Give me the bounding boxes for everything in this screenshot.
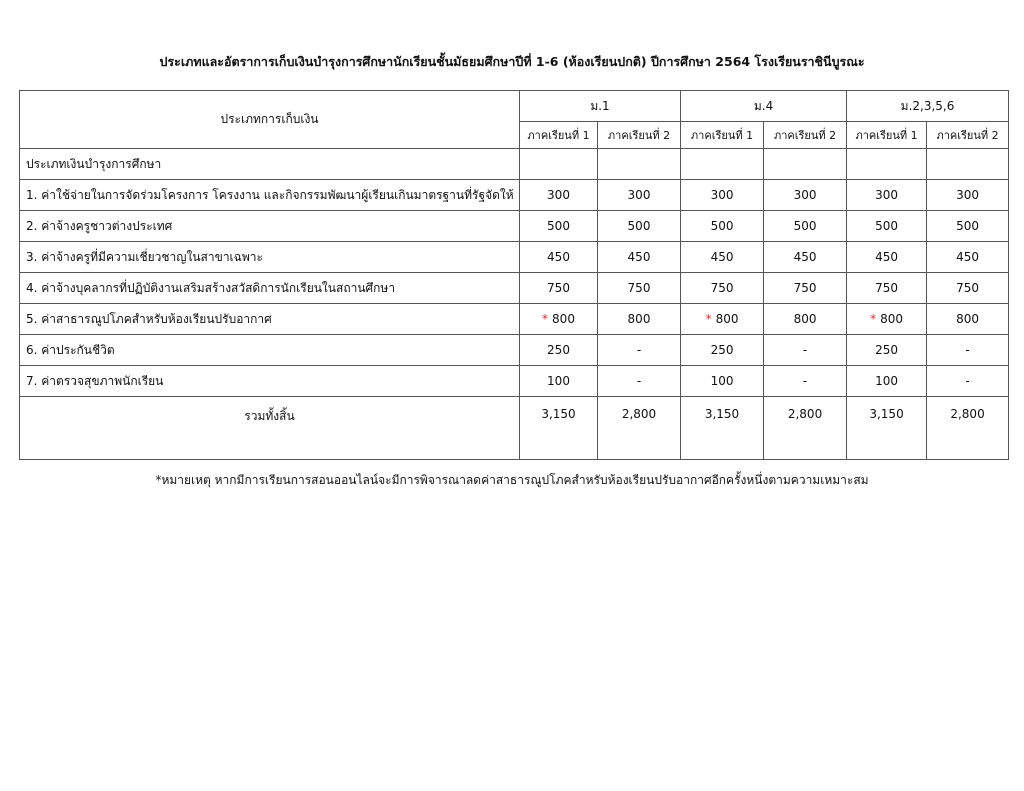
fee-value: 450 (927, 242, 1009, 273)
total-value: 3,150 (681, 397, 764, 460)
fee-value: 500 (847, 211, 927, 242)
asterisk-marker: * (542, 312, 549, 326)
table-row (20, 242, 1009, 273)
table-row (20, 304, 1009, 335)
section-row (20, 149, 1009, 180)
total-label: รวมทั้งสิ้น (20, 397, 520, 460)
fee-value: 300 (764, 180, 847, 211)
fee-value: 100 (681, 366, 764, 397)
fee-value: - (927, 366, 1009, 397)
fee-value: - (764, 335, 847, 366)
fee-value: 750 (598, 273, 681, 304)
total-value: 2,800 (927, 397, 1009, 460)
row-label: 6. ค่าประกันชีวิต (20, 335, 520, 366)
fee-value: 300 (598, 180, 681, 211)
header-row (20, 91, 1009, 122)
fee-value: 100 (847, 366, 927, 397)
row-label: 4. ค่าจ้างบุคลากรที่ปฏิบัติงานเสริมสร้างสวัสดิการนักเรียนในสถานศึกษา (20, 273, 520, 304)
fee-value: 300 (520, 180, 598, 211)
row-label: 3. ค่าจ้างครูที่มีความเชี่ยวชาญในสาขาเฉพาะ (20, 242, 520, 273)
fee-value: - (764, 366, 847, 397)
fee-value: 250 (681, 335, 764, 366)
fee-value: 100 (520, 366, 598, 397)
fee-value: 450 (598, 242, 681, 273)
table-row (20, 335, 1009, 366)
fee-value: 450 (764, 242, 847, 273)
fee-value: - (927, 335, 1009, 366)
table-row (20, 211, 1009, 242)
fee-amount: 800 (552, 312, 575, 326)
fee-value: 800 (764, 304, 847, 335)
fee-value: 450 (520, 242, 598, 273)
term-header: ภาคเรียนที่ 1 (847, 122, 927, 149)
table-row (20, 180, 1009, 211)
fee-value: 500 (764, 211, 847, 242)
fee-value: 500 (681, 211, 764, 242)
fee-value: 300 (927, 180, 1009, 211)
fee-value: - (598, 366, 681, 397)
row-label: 2. ค่าจ้างครูชาวต่างประเทศ (20, 211, 520, 242)
fee-value: 500 (927, 211, 1009, 242)
fee-value: 450 (847, 242, 927, 273)
fee-value: 250 (847, 335, 927, 366)
total-value: 2,800 (598, 397, 681, 460)
group-header-m1: ม.1 (520, 91, 681, 122)
asterisk-marker: * (870, 312, 877, 326)
fee-type-header: ประเภทการเก็บเงิน (20, 91, 520, 149)
fee-value: 750 (764, 273, 847, 304)
section-title: ประเภทเงินบำรุงการศึกษา (20, 149, 520, 180)
fee-value: 750 (927, 273, 1009, 304)
fee-value: 450 (681, 242, 764, 273)
term-header: ภาคเรียนที่ 2 (764, 122, 847, 149)
row-label: 7. ค่าตรวจสุขภาพนักเรียน (20, 366, 520, 397)
fee-amount: 800 (880, 312, 903, 326)
fee-value: 300 (681, 180, 764, 211)
table-row (20, 366, 1009, 397)
fee-value: - (598, 335, 681, 366)
fee-value (847, 304, 927, 335)
row-label: 5. ค่าสาธารณูปโภคสำหรับห้องเรียนปรับอากาศ (20, 304, 520, 335)
fee-value (520, 304, 598, 335)
group-header-m4: ม.4 (681, 91, 847, 122)
total-row (20, 397, 1009, 460)
fee-value (681, 304, 764, 335)
term-header: ภาคเรียนที่ 2 (598, 122, 681, 149)
table-row (20, 273, 1009, 304)
footnote: *หมายเหตุ หากมีการเรียนการสอนออนไลน์จะมีการพิจารณาลดค่าสาธารณูปโภคสำหรับห้องเรียนปรับอากาศอีกครั้งหนึ่งตามความเหมาะสม (155, 473, 869, 487)
fee-value: 800 (598, 304, 681, 335)
term-header: ภาคเรียนที่ 1 (681, 122, 764, 149)
total-value: 2,800 (764, 397, 847, 460)
asterisk-marker: * (705, 312, 712, 326)
fee-value: 500 (520, 211, 598, 242)
fee-value: 250 (520, 335, 598, 366)
fee-amount: 800 (715, 312, 739, 326)
fee-value: 300 (847, 180, 927, 211)
row-label: 1. ค่าใช้จ่ายในการจัดร่วมโครงการ โครงงาน และกิจกรรมพัฒนาผู้เรียนเกินมาตรฐานที่รัฐจัดให้ (20, 180, 520, 211)
fee-value: 750 (681, 273, 764, 304)
page-title: ประเภทและอัตราการเก็บเงินบำรุงการศึกษานักเรียนชั้นมัธยมศึกษาปีที่ 1-6 (ห้องเรียนปกติ) ปีการศึกษา 2564 โรงเรียนราชินีบูรณะ (159, 54, 865, 69)
total-value: 3,150 (520, 397, 598, 460)
group-header-m2356: ม.2,3,5,6 (847, 91, 1009, 122)
total-value: 3,150 (847, 397, 927, 460)
term-header: ภาคเรียนที่ 2 (927, 122, 1009, 149)
fee-value: 750 (847, 273, 927, 304)
fee-value: 500 (598, 211, 681, 242)
fee-value: 750 (520, 273, 598, 304)
fee-table (19, 90, 1009, 460)
fee-value: 800 (927, 304, 1009, 335)
term-header: ภาคเรียนที่ 1 (520, 122, 598, 149)
